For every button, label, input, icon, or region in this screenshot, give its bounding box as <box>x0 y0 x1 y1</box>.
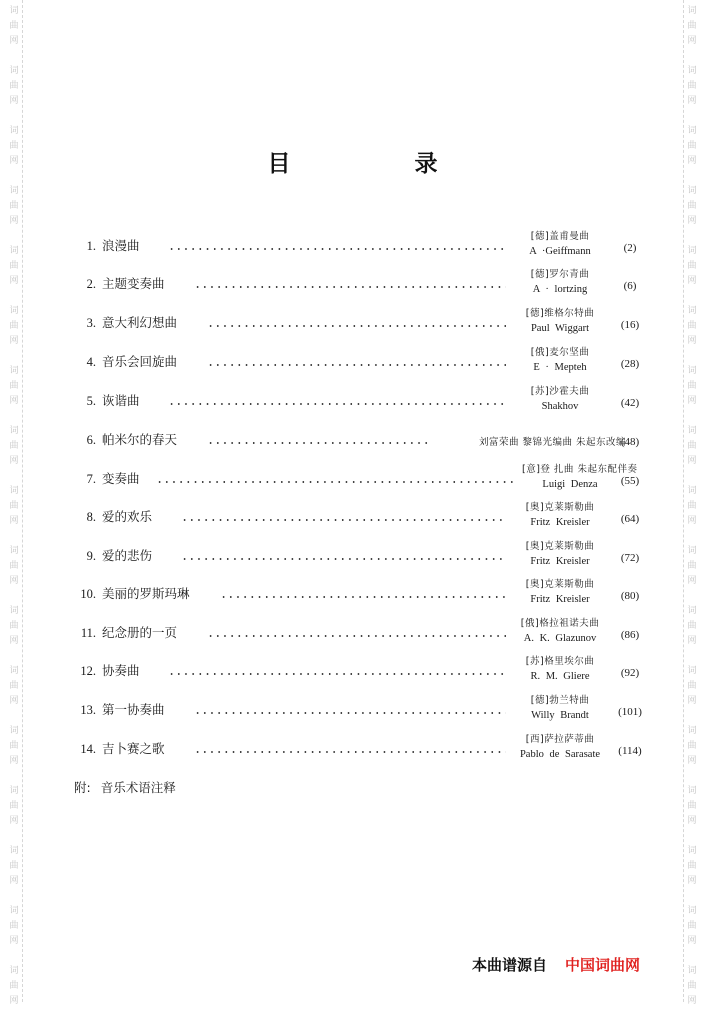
toc-entry-composer <box>512 267 608 297</box>
composer-chinese-name: [德]勃兰特曲 <box>530 695 590 706</box>
toc-entry <box>74 497 648 531</box>
watermark-glyph: 网 <box>9 456 19 466</box>
toc-entry-heading <box>74 430 177 448</box>
toc-entry-number: 4. <box>86 355 96 369</box>
toc-entry <box>74 342 648 376</box>
watermark-glyph-group <box>684 724 700 769</box>
watermark-glyph-group <box>684 544 700 589</box>
toc-entry <box>74 264 648 298</box>
composer-chinese-name: [德]维格尔特曲 <box>525 308 595 319</box>
watermark-glyph: 网 <box>9 936 19 946</box>
watermark-glyph: 曲 <box>687 921 697 931</box>
watermark-glyph: 网 <box>9 96 19 106</box>
watermark-glyph: 词 <box>9 546 19 556</box>
watermark-glyph-group <box>684 364 700 409</box>
leader-dots <box>181 558 506 560</box>
leader-dots <box>194 286 506 288</box>
toc-entry-heading <box>74 313 177 331</box>
toc-entry-heading <box>74 623 177 641</box>
watermark-glyph-group <box>684 184 700 229</box>
watermark-glyph: 曲 <box>9 861 19 871</box>
watermark-glyph: 网 <box>687 636 697 646</box>
leader-dots <box>220 596 506 598</box>
watermark-glyph: 网 <box>687 756 697 766</box>
watermark-glyph: 网 <box>687 276 697 286</box>
watermark-glyph: 词 <box>687 666 697 676</box>
composer-chinese-name: [德]盖甫曼曲 <box>530 231 590 242</box>
watermark-glyph: 网 <box>687 36 697 46</box>
watermark-glyph: 词 <box>687 906 697 916</box>
appendix-entry <box>74 778 176 796</box>
leader-dots <box>207 325 506 327</box>
watermark-glyph: 词 <box>687 726 697 736</box>
watermark-glyph-group <box>6 964 22 1009</box>
toc-entry-composer <box>512 384 608 414</box>
composer-chinese-name: [奥]克莱斯勒曲 <box>525 579 595 590</box>
toc-entry-title: 爱的悲伤 <box>102 548 153 563</box>
watermark-glyph: 网 <box>9 516 19 526</box>
toc-entry-heading <box>74 546 152 564</box>
watermark-glyph: 词 <box>9 66 19 76</box>
toc-entry-page-number: (101) <box>618 706 642 718</box>
watermark-glyph: 网 <box>687 876 697 886</box>
watermark-glyph-group <box>6 544 22 589</box>
watermark-glyph: 网 <box>9 336 19 346</box>
toc-entry-composer <box>512 539 608 569</box>
watermark-glyph: 网 <box>9 876 19 886</box>
watermark-glyph: 词 <box>9 666 19 676</box>
leader-dots <box>168 248 506 250</box>
watermark-glyph: 曲 <box>687 801 697 811</box>
toc-entry-heading <box>74 391 140 409</box>
watermark-glyph: 词 <box>9 366 19 376</box>
toc-entry-page-number: (6) <box>623 280 637 292</box>
watermark-glyph-group <box>6 304 22 349</box>
watermark-glyph-group <box>684 964 700 1009</box>
watermark-glyph: 词 <box>687 366 697 376</box>
composer-latin-name: Fritz Kreisler <box>530 556 590 567</box>
watermark-glyph: 曲 <box>9 621 19 631</box>
watermark-glyph: 网 <box>687 936 697 946</box>
watermark-glyph: 网 <box>687 696 697 706</box>
watermark-glyph: 词 <box>687 126 697 136</box>
watermark-glyph-group <box>6 844 22 889</box>
toc-entry-page-number: (2) <box>623 242 637 254</box>
watermark-glyph: 网 <box>9 156 19 166</box>
toc-entry-composer <box>512 306 608 336</box>
watermark-glyph-group <box>6 244 22 289</box>
toc-entry <box>74 303 648 337</box>
watermark-glyph: 词 <box>687 6 697 16</box>
composer-latin-name: A. K. Glazunov <box>523 633 597 644</box>
watermark-glyph: 曲 <box>687 681 697 691</box>
composer-latin-name: Paul Wiggart <box>530 323 590 334</box>
watermark-glyph: 曲 <box>687 261 697 271</box>
toc-entry-page-number: (92) <box>620 667 640 679</box>
leader-dots <box>207 635 506 637</box>
watermark-glyph: 词 <box>687 966 697 976</box>
watermark-glyph: 曲 <box>687 141 697 151</box>
leader-dots <box>156 481 516 483</box>
watermark-glyph: 网 <box>9 36 19 46</box>
toc-entry-heading <box>74 700 165 718</box>
watermark-glyph: 曲 <box>687 21 697 31</box>
watermark-glyph: 曲 <box>687 441 697 451</box>
watermark-glyph: 网 <box>9 636 19 646</box>
composer-latin-name: Pablo de Sarasate <box>519 749 601 760</box>
watermark-glyph-group <box>6 424 22 469</box>
watermark-glyph: 曲 <box>9 981 19 991</box>
watermark-glyph: 网 <box>9 996 19 1006</box>
watermark-glyph: 网 <box>687 336 697 346</box>
watermark-glyph: 曲 <box>9 561 19 571</box>
toc-entry-heading <box>74 352 177 370</box>
composer-chinese-name: [意]登 扎曲 朱起东配伴奏 <box>522 464 638 475</box>
toc-entry-page-number: (42) <box>620 397 640 409</box>
watermark-glyph: 网 <box>687 816 697 826</box>
watermark-glyph-group <box>684 664 700 709</box>
watermark-glyph: 词 <box>687 546 697 556</box>
watermark-glyph: 词 <box>9 846 19 856</box>
toc-entry-page-number: (114) <box>618 745 642 757</box>
toc-entry-composer <box>436 435 626 450</box>
toc-entry-heading <box>74 739 165 757</box>
toc-entry <box>74 226 648 260</box>
composer-chinese-name: [苏]格里埃尔曲 <box>525 656 595 667</box>
toc-entry-number: 10. <box>80 587 96 601</box>
toc-entry-number: 9. <box>86 549 96 563</box>
composer-latin-name: E · Mepteh <box>533 362 587 373</box>
leader-dots <box>181 519 506 521</box>
toc-entry-title: 意大利幻想曲 <box>102 315 178 330</box>
toc-entry-title: 爱的欢乐 <box>102 509 153 524</box>
watermark-glyph: 词 <box>9 426 19 436</box>
watermark-glyph: 网 <box>687 216 697 226</box>
toc-entry-heading <box>74 507 152 525</box>
watermark-glyph: 曲 <box>9 21 19 31</box>
watermark-glyph: 词 <box>9 606 19 616</box>
watermark-glyph: 词 <box>9 126 19 136</box>
toc-entry-number: 12. <box>80 664 96 678</box>
toc-entry-page-number: (64) <box>620 513 640 525</box>
watermark-glyph: 曲 <box>9 321 19 331</box>
toc-entry-page-number: (72) <box>620 552 640 564</box>
toc-entry-page-number: (16) <box>620 319 640 331</box>
toc-entry-page-number: (55) <box>620 475 640 487</box>
toc-entry-heading <box>74 469 140 487</box>
watermark-glyph: 网 <box>9 396 19 406</box>
watermark-glyph-group <box>6 364 22 409</box>
watermark-glyph-group <box>684 244 700 289</box>
watermark-glyph: 曲 <box>687 981 697 991</box>
toc-entry-composer <box>512 654 608 684</box>
watermark-glyph: 曲 <box>9 441 19 451</box>
watermark-glyph: 词 <box>687 246 697 256</box>
toc-entry-page-number: (86) <box>620 629 640 641</box>
toc-entry-page-number: (80) <box>620 590 640 602</box>
watermark-glyph: 曲 <box>687 381 697 391</box>
toc-entry <box>74 381 648 415</box>
toc-entry-title: 主题变奏曲 <box>102 276 165 291</box>
composer-chinese-name: [德]罗尔青曲 <box>530 269 590 280</box>
watermark-glyph: 曲 <box>9 81 19 91</box>
toc-entry-composer <box>512 577 608 607</box>
watermark-glyph: 曲 <box>9 141 19 151</box>
composer-latin-name: Fritz Kreisler <box>530 594 590 605</box>
source-footer <box>472 954 640 975</box>
composer-chinese-name: [奥]克莱斯勒曲 <box>525 502 595 513</box>
toc-entry-number: 1. <box>86 239 96 253</box>
watermark-glyph: 词 <box>687 306 697 316</box>
toc-entry <box>74 536 648 570</box>
toc-entry-number: 7. <box>86 472 96 486</box>
toc-entry-composer <box>512 616 608 646</box>
watermark-glyph: 词 <box>9 6 19 16</box>
toc-entry-number: 14. <box>80 742 96 756</box>
toc-entry-page-number: (28) <box>620 358 640 370</box>
watermark-glyph-group <box>684 604 700 649</box>
toc-entry-heading <box>74 661 140 679</box>
composer-latin-name: A · lortzing <box>532 284 588 295</box>
watermark-glyph: 曲 <box>687 561 697 571</box>
watermark-glyph: 曲 <box>9 801 19 811</box>
composer-chinese-name: [苏]沙霍夫曲 <box>530 386 590 397</box>
watermark-glyph: 词 <box>9 486 19 496</box>
watermark-glyph: 词 <box>687 486 697 496</box>
toc-entry-number: 11. <box>80 626 96 640</box>
composer-chinese-name: [俄]格拉祖诺夫曲 <box>520 618 600 629</box>
watermark-glyph: 网 <box>687 516 697 526</box>
leader-dots <box>194 751 506 753</box>
watermark-glyph: 词 <box>687 66 697 76</box>
watermark-glyph-group <box>684 4 700 49</box>
watermark-glyph: 曲 <box>687 621 697 631</box>
watermark-glyph: 曲 <box>9 501 19 511</box>
watermark-glyph: 曲 <box>9 681 19 691</box>
toc-entry <box>74 651 648 685</box>
watermark-glyph: 网 <box>9 756 19 766</box>
watermark-glyph-group <box>684 784 700 829</box>
watermark-glyph: 网 <box>687 576 697 586</box>
leader-dots <box>207 442 430 444</box>
watermark-glyph: 词 <box>9 306 19 316</box>
watermark-glyph: 网 <box>687 996 697 1006</box>
toc-entry-composer <box>512 229 608 259</box>
watermark-glyph: 曲 <box>9 381 19 391</box>
appendix-title: 音乐术语注释 <box>100 780 176 795</box>
watermark-glyph: 曲 <box>9 201 19 211</box>
watermark-glyph-group <box>6 4 22 49</box>
toc-entry-title: 第一协奏曲 <box>102 702 165 717</box>
toc-entry-title: 纪念册的一页 <box>102 625 178 640</box>
watermark-glyph: 词 <box>9 786 19 796</box>
composer-latin-name: Shakhov <box>541 401 579 412</box>
toc-entry-composer <box>512 500 608 530</box>
watermark-glyph: 曲 <box>9 921 19 931</box>
watermark-glyph: 词 <box>687 426 697 436</box>
toc-entry <box>74 729 648 763</box>
watermark-glyph: 曲 <box>687 321 697 331</box>
watermark-glyph-group <box>6 784 22 829</box>
watermark-glyph: 词 <box>9 246 19 256</box>
watermark-glyph: 曲 <box>687 81 697 91</box>
toc-entry <box>74 690 648 724</box>
watermark-glyph: 词 <box>687 846 697 856</box>
appendix-label: 附: <box>74 780 91 795</box>
watermark-glyph-group <box>684 304 700 349</box>
toc-entry-number: 8. <box>86 510 96 524</box>
watermark-glyph: 网 <box>9 576 19 586</box>
watermark-glyph-group <box>6 664 22 709</box>
watermark-glyph: 词 <box>687 786 697 796</box>
watermark-glyph: 曲 <box>9 261 19 271</box>
watermark-glyph-group <box>6 484 22 529</box>
toc-entry-composer <box>512 345 608 375</box>
toc-entry-composer <box>512 693 608 723</box>
watermark-glyph-group <box>6 904 22 949</box>
watermark-glyph: 词 <box>9 906 19 916</box>
toc-entry-heading <box>74 236 140 254</box>
watermark-glyph-group <box>684 484 700 529</box>
watermark-glyph-group <box>6 64 22 109</box>
watermark-glyph: 网 <box>687 156 697 166</box>
toc-entry-heading <box>74 584 190 602</box>
toc-entry <box>74 613 648 647</box>
toc-entry-title: 音乐会回旋曲 <box>102 354 178 369</box>
watermark-glyph: 曲 <box>687 201 697 211</box>
watermark-glyph: 词 <box>9 966 19 976</box>
leader-dots <box>194 712 506 714</box>
watermark-glyph-group <box>6 604 22 649</box>
toc-entry-number: 2. <box>86 277 96 291</box>
watermark-glyph-group <box>684 64 700 109</box>
toc-entry <box>74 574 648 608</box>
watermark-glyph: 曲 <box>687 861 697 871</box>
watermark-glyph: 曲 <box>687 501 697 511</box>
composer-latin-name: Luigi Denza <box>542 479 598 490</box>
watermark-glyph: 词 <box>687 606 697 616</box>
watermark-glyph: 网 <box>687 456 697 466</box>
watermark-glyph: 词 <box>9 186 19 196</box>
composer-chinese-name: 刘富荣曲 黎锦光编曲 朱起东改编 <box>478 437 626 448</box>
toc-entry-title: 浪漫曲 <box>102 238 140 253</box>
watermark-glyph-group <box>6 724 22 769</box>
watermark-glyph: 网 <box>9 696 19 706</box>
composer-chinese-name: [俄]麦尔坚曲 <box>530 347 590 358</box>
toc-entry-heading <box>74 274 165 292</box>
leader-dots <box>207 364 506 366</box>
watermark-glyph: 曲 <box>9 741 19 751</box>
watermark-glyph: 网 <box>9 816 19 826</box>
watermark-glyph: 网 <box>9 276 19 286</box>
composer-latin-name: A ·Geiffmann <box>529 246 591 257</box>
watermark-glyph-group <box>684 844 700 889</box>
watermark-glyph-group <box>684 424 700 469</box>
leader-dots <box>168 403 506 405</box>
source-label: 本曲谱源自 <box>472 956 548 974</box>
toc-entry-number: 5. <box>86 394 96 408</box>
toc-entry-title: 吉卜赛之歌 <box>102 741 165 756</box>
composer-latin-name: R. M. Gliere <box>530 671 590 682</box>
toc-entry-title: 帕米尔的春天 <box>102 432 178 447</box>
toc-entry-page-number: (48) <box>620 436 640 448</box>
composer-chinese-name: [奥]克莱斯勒曲 <box>525 541 595 552</box>
toc-entry-number: 6. <box>86 433 96 447</box>
composer-latin-name: Fritz Kreisler <box>530 517 590 528</box>
watermark-glyph: 网 <box>687 396 697 406</box>
composer-latin-name: Willy Brandt <box>531 710 589 721</box>
watermark-glyph: 网 <box>9 216 19 226</box>
toc-entry <box>74 459 648 493</box>
watermark-glyph: 曲 <box>687 741 697 751</box>
site-name-link[interactable]: 中国词曲网 <box>565 956 641 974</box>
watermark-glyph-group <box>684 904 700 949</box>
toc-entry-title: 美丽的罗斯玛琳 <box>102 586 190 601</box>
toc-entry-number: 13. <box>80 703 96 717</box>
toc-entry-number: 3. <box>86 316 96 330</box>
toc-entry-title: 诙谐曲 <box>102 393 140 408</box>
composer-chinese-name: [西]萨拉萨蒂曲 <box>525 734 595 745</box>
watermark-glyph: 词 <box>9 726 19 736</box>
toc-entry-title: 协奏曲 <box>102 663 140 678</box>
toc-entry-composer <box>512 732 608 762</box>
watermark-glyph-group <box>6 184 22 229</box>
leader-dots <box>168 673 506 675</box>
toc-entry <box>74 420 648 454</box>
page-title: 目 录 <box>267 151 496 177</box>
toc-entry-title: 变奏曲 <box>102 471 140 486</box>
watermark-glyph: 网 <box>687 96 697 106</box>
watermark-glyph: 词 <box>687 186 697 196</box>
